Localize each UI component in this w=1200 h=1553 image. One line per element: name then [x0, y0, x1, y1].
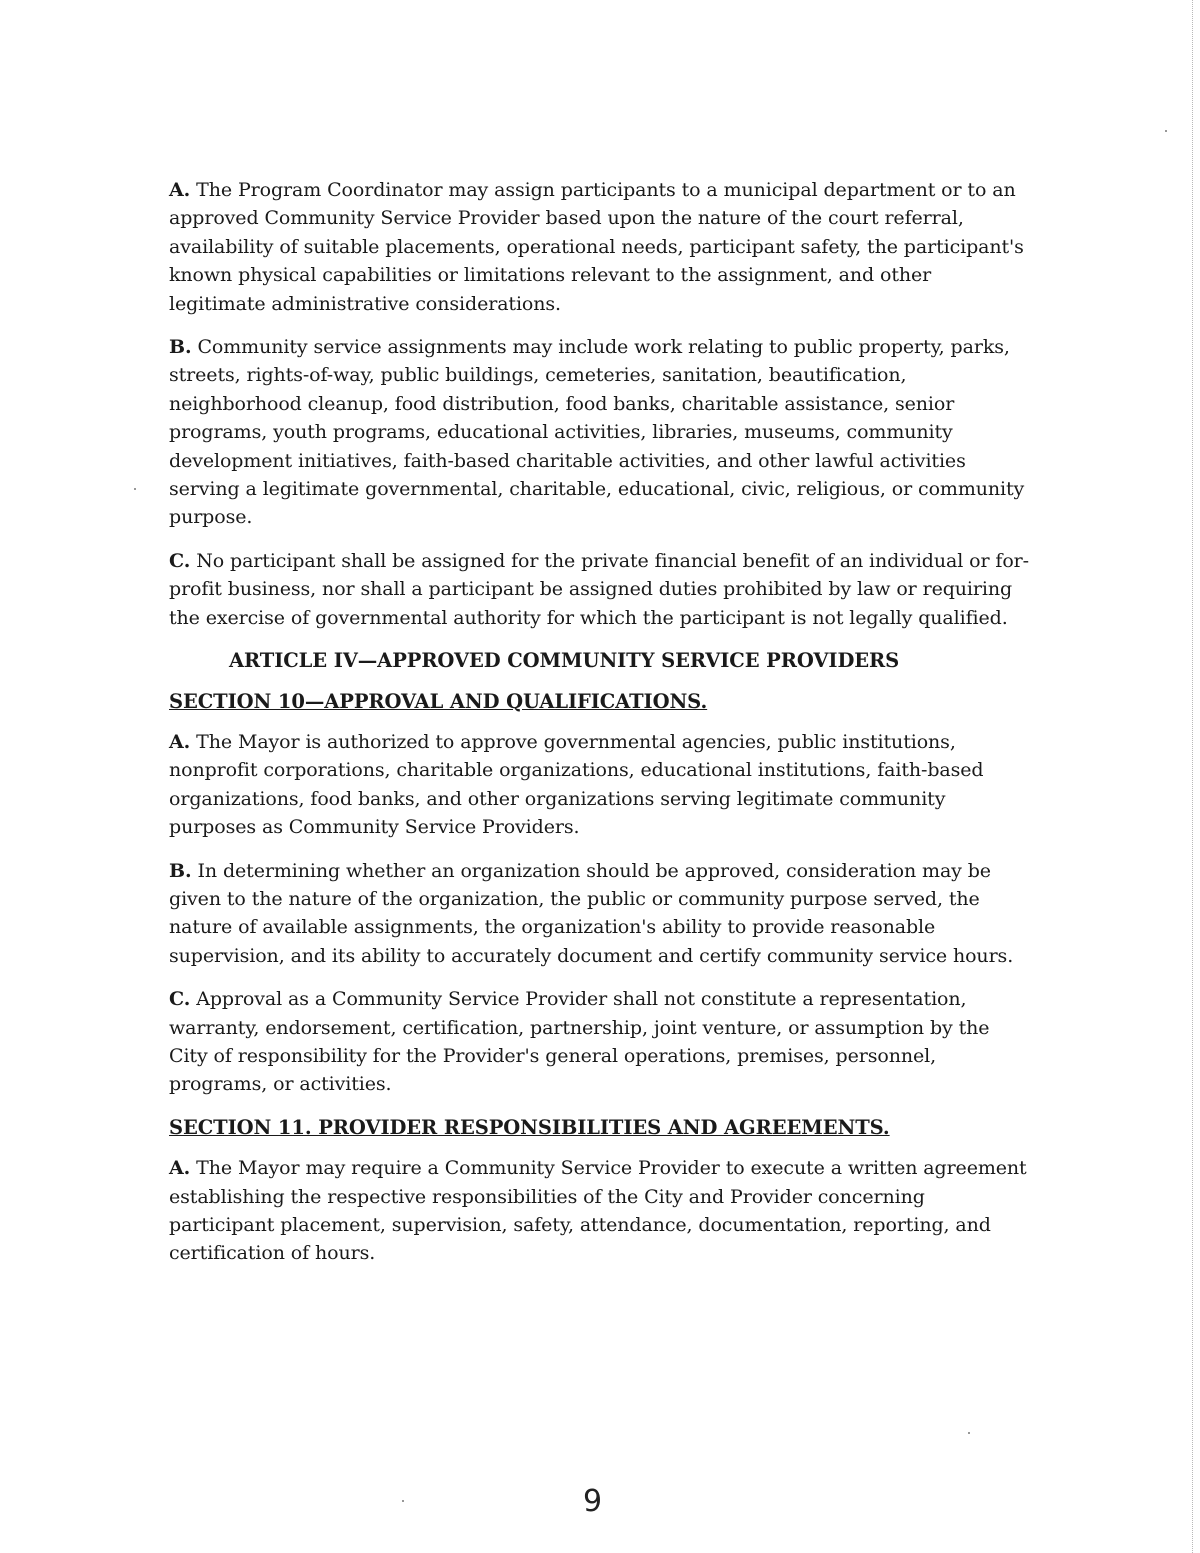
clause-text: Community service assignments may include work relating to public property, parks, streets, rights-of-way, public buildings, cemeteries, sanitation, beautification, neighborhood cleanup, food distribution, food banks, charitable assistance, senior programs, youth programs, educational activities, libraries, museums, community development initiatives, faith-based charitable activities, and other lawful activities serving a legitimate governmental, charitable, educational, civic, religious, or community purpose. [169, 336, 1025, 529]
clause-text: The Program Coordinator may assign participants to a municipal department or to an approved Community Service Provider based upon the nature of the court referral, availability of suitable placements, operational needs, participant safety, the participant's known physical capabilities or limitations relevant to the assignment, and other legitimate administrative considerations. [169, 179, 1024, 315]
clause-marker: B. [169, 859, 192, 882]
clause-text: No participant shall be assigned for the private financial benefit of an individual or for-profit business, nor shall a participant be assigned duties prohibited by law or requiring the exercise of governmental authority for which the participant is not legally qualified. [169, 549, 1029, 629]
section-heading: SECTION 11. PROVIDER RESPONSIBILITIES AND AGREEMENTS. [169, 1115, 890, 1139]
scan-edge [1192, 0, 1194, 1553]
clause-a [169, 1154, 1029, 1268]
clause-text: Approval as a Community Service Provider shall not constitute a representation, warranty, endorsement, certification, partnership, joint venture, or assumption by the City of responsibility for the Provider's general operations, premises, personnel, programs, or activities. [169, 988, 990, 1096]
clause-a [169, 728, 1029, 842]
article-heading: ARTICLE IV—APPROVED COMMUNITY SERVICE PROVIDERS [229, 649, 900, 673]
clause-b [169, 857, 1029, 971]
clause-marker: A. [169, 730, 191, 753]
scan-speck [968, 1432, 970, 1434]
clause-marker: A. [169, 179, 191, 201]
clause-marker: C. [169, 549, 191, 572]
scan-speck [1165, 130, 1167, 132]
clause-c [169, 547, 1029, 632]
document-body [169, 176, 1029, 1283]
page-number: 9 [583, 1484, 603, 1519]
clause-marker: B. [169, 336, 192, 359]
clause-marker: A. [169, 1157, 191, 1180]
scan-speck [134, 488, 136, 490]
scan-speck [402, 1500, 404, 1502]
clause-b [169, 333, 1029, 532]
section-heading: SECTION 10—APPROVAL AND QUALIFICATIONS. [169, 689, 708, 713]
clause-text: In determining whether an organization should be approved, consideration may be given to the nature of the organization, the public or community purpose served, the nature of available assignments, the organization's ability to provide reasonable supervision, and its ability to accurately document and certify community service hours. [169, 859, 1014, 967]
clause-text: The Mayor may require a Community Service Provider to execute a written agreement establishing the respective responsibilities of the City and Provider concerning participant placement, supervision, safety, attendance, documentation, reporting, and certification of hours. [169, 1157, 1027, 1265]
clause-a [169, 176, 1029, 318]
clause-c [169, 985, 1029, 1099]
clause-text: The Mayor is authorized to approve governmental agencies, public institutions, nonprofit corporations, charitable organizations, educational institutions, faith-based organizations, food banks, and other organizations serving legitimate community purposes as Community Service Providers. [169, 730, 984, 839]
clause-marker: C. [169, 988, 191, 1011]
